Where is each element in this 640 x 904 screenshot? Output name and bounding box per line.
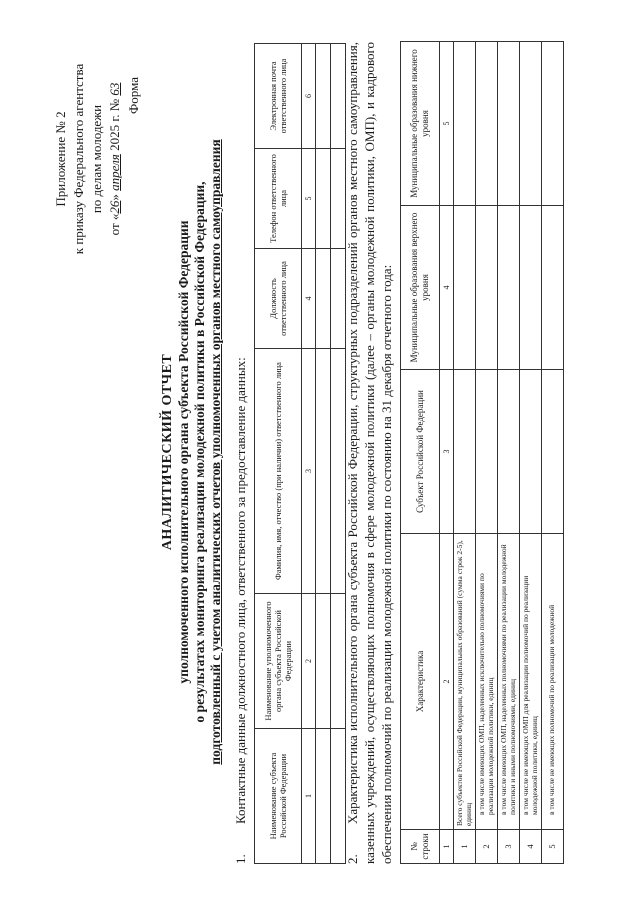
row-number: 5 — [542, 830, 564, 864]
char-index-cell: 2 — [440, 534, 454, 830]
contacts-index-cell: 5 — [302, 149, 316, 249]
table-row — [476, 42, 498, 864]
value-cell[interactable] — [498, 206, 520, 370]
row-description: в том числе имеющих ОМП, наделенных исключительно полномочиями по реализации молодежной политики, единиц — [476, 534, 498, 830]
contacts-header-row — [255, 44, 302, 864]
contacts-empty-cell[interactable] — [316, 149, 331, 249]
char-index-cell: 5 — [440, 42, 454, 206]
section-2-text: Характеристика исполнительного органа субъекта Российской Федерации, структурных подразделений органов местного самоуправления, казенных учреждений, осуществляющих полномочия в сфере молодежной политики (далее – органы молодежной политики, ОМП), и кадрового обеспечения полномочий по реализации молодежной политики по состоянию на 31 декабря отчетного года: — [345, 42, 394, 864]
char-header-cell: № строки — [401, 830, 440, 864]
row-number: 3 — [498, 830, 520, 864]
char-index-cell: 3 — [440, 370, 454, 534]
value-cell[interactable] — [542, 370, 564, 534]
report-title-block — [160, 0, 224, 904]
char-header-row — [401, 42, 440, 864]
value-cell[interactable] — [476, 206, 498, 370]
table-row — [498, 42, 520, 864]
value-cell[interactable] — [542, 206, 564, 370]
row-description: в том числе не имеющих полномочий по реализации молодежной — [542, 534, 564, 830]
date-day: 26 — [107, 200, 122, 214]
char-index-cell: 4 — [440, 206, 454, 370]
appendix-line-2: по делам молодежи — [89, 104, 104, 214]
contacts-table — [254, 43, 346, 864]
report-title: АНАЛИТИЧЕСКИЙ ОТЧЕТ — [160, 353, 175, 551]
contacts-empty-cell[interactable] — [316, 249, 331, 349]
appendix-line-1: к приказу Федерального агентства — [71, 63, 86, 255]
characteristics-table — [400, 41, 564, 864]
value-cell[interactable] — [454, 206, 476, 370]
report-subtitle-3: подготовленный с учетом аналитических отчетов уполномоченных органов местного самоуправления — [208, 139, 223, 765]
char-index-cell: 1 — [440, 830, 454, 864]
report-subtitle-2: о результатах мониторинга реализации молодежной политики в Российской Федерации, — [192, 181, 207, 723]
value-cell[interactable] — [520, 206, 542, 370]
row-number: 2 — [476, 830, 498, 864]
contacts-index-cell: 2 — [302, 594, 316, 729]
report-subtitle-1: уполномоченного исполнительного органа субъекта Российской Федерации — [176, 220, 191, 684]
section-2-number: 2. — [345, 854, 360, 864]
value-cell[interactable] — [498, 370, 520, 534]
contacts-empty-cell[interactable] — [316, 349, 331, 594]
table-row — [520, 42, 542, 864]
char-header-cell: Характеристика — [401, 534, 440, 830]
appendix-title: Приложение № 2 — [53, 111, 68, 207]
char-index-row — [440, 42, 454, 864]
date-month: апреля — [107, 154, 122, 191]
order-number: 63 — [107, 82, 122, 96]
contacts-index-cell: 6 — [302, 44, 316, 149]
value-cell[interactable] — [454, 370, 476, 534]
section-1-heading — [232, 44, 249, 864]
contacts-header-cell: Телефон ответственного лица — [255, 149, 302, 249]
value-cell[interactable] — [454, 42, 476, 206]
contacts-header-cell: Электронная почта ответственного лица — [255, 44, 302, 149]
appendix-block — [52, 34, 124, 284]
contacts-header-cell: Наименование уполномоченного органа субъекта Российской Федерации — [255, 594, 302, 729]
section-2-paragraph — [344, 42, 395, 864]
contacts-empty-cell[interactable] — [316, 729, 331, 864]
date-year: 2025 г. № — [107, 95, 122, 155]
value-cell[interactable] — [498, 42, 520, 206]
value-cell[interactable] — [520, 42, 542, 206]
row-description: Всего субъектов Российской Федерации, муниципальных образований (сумма строк 2-5), единиц — [454, 534, 476, 830]
value-cell[interactable] — [476, 370, 498, 534]
contacts-index-row — [302, 44, 316, 864]
row-description: в том числе имеющих ОМП, наделенных полномочиями по реализации молодежной политики и иными полномочиями, единиц — [498, 534, 520, 830]
date-prefix: от « — [107, 213, 122, 236]
value-cell[interactable] — [476, 42, 498, 206]
value-cell[interactable] — [542, 42, 564, 206]
table-row — [542, 42, 564, 864]
contacts-index-cell: 3 — [302, 349, 316, 594]
form-label: Форма — [126, 77, 141, 114]
appendix-date-line — [106, 34, 124, 284]
contacts-index-cell: 4 — [302, 249, 316, 349]
row-description: в том числе не имеющих ОМП для реализации полномочий по реализации молодежной политики, единиц — [520, 534, 542, 830]
contacts-index-cell: 1 — [302, 729, 316, 864]
contacts-empty-row — [316, 44, 331, 864]
char-header-cell: Муниципальные образования верхнего уровня — [401, 206, 440, 370]
contacts-header-cell: Наименование субъекта Российской Федерации — [255, 729, 302, 864]
contacts-header-cell: Фамилия, имя, отчество (при наличии) ответственного лица — [255, 349, 302, 594]
section-1-text: Контактные данные должностного лица, ответственного за предоставление данных: — [233, 357, 248, 824]
row-number: 1 — [454, 830, 476, 864]
date-mid: » — [107, 190, 122, 201]
char-header-cell: Муниципальные образования нижнего уровня — [401, 42, 440, 206]
section-1-number: 1. — [233, 854, 248, 864]
table-row — [454, 42, 476, 864]
row-number: 4 — [520, 830, 542, 864]
value-cell[interactable] — [520, 370, 542, 534]
contacts-header-cell: Должность ответственного лица — [255, 249, 302, 349]
char-header-cell: Субъект Российской Федерации — [401, 370, 440, 534]
contacts-empty-cell[interactable] — [316, 44, 331, 149]
contacts-empty-cell[interactable] — [316, 594, 331, 729]
